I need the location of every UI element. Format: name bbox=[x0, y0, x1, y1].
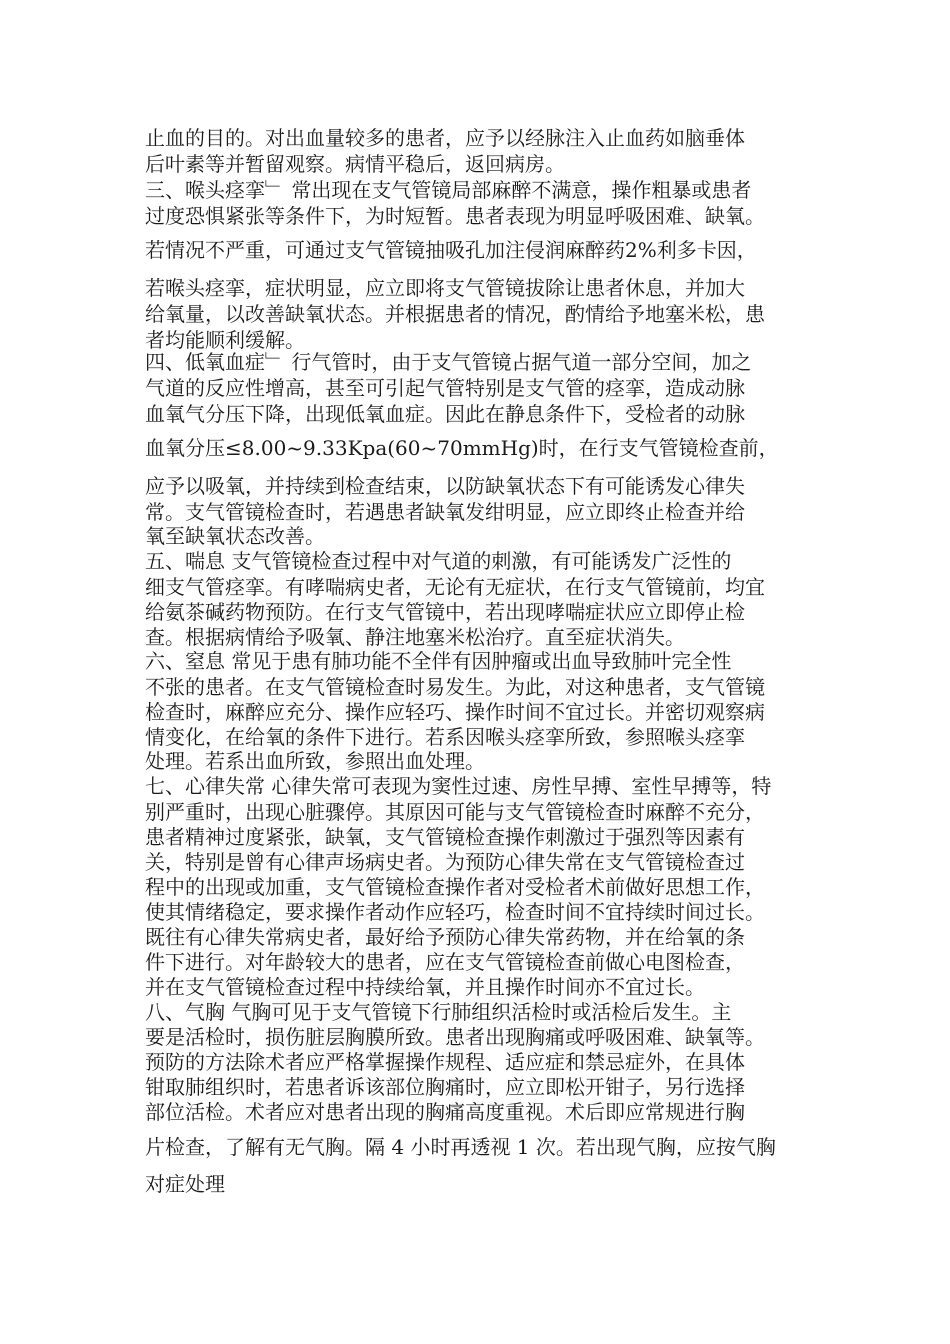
text-line: 五、喘息 支气管镜检查过程中对气道的刺激，有可能诱发广泛性的 bbox=[145, 549, 732, 573]
text-line: 细支气管痉挛。有哮喘病史者，无论有无症状，在行支气管镜前，均宜 bbox=[145, 575, 765, 599]
text-line: 者均能顺利缓解。 bbox=[145, 328, 305, 352]
text-line: 血氧分压≤8.00~9.33Kpa(60~70mmHg)时，在行支气管镜检查前， bbox=[145, 436, 779, 460]
text-line: 对症处理 bbox=[145, 1172, 225, 1196]
text-line: 程中的出现或加重，支气管镜检查操作者对受检者术前做好思想工作， bbox=[145, 875, 765, 899]
text-line: 三、喉头痉挛﹂ 常出现在支气管镜局部麻醉不满意，操作粗暴或患者 bbox=[145, 178, 752, 202]
text-line: 若情况不严重，可通过支气管镜抽吸孔加注侵润麻醉药2%利多卡因， bbox=[145, 238, 757, 262]
text-line: 检查时，麻醉应充分、操作应轻巧、操作时间不宜过长。并密切观察病 bbox=[145, 700, 765, 724]
text-line: 既往有心律失常病史者，最好给予预防心律失常药物，并在给氧的条 bbox=[145, 925, 745, 949]
text-line: 不张的患者。在支气管镜检查时易发生。为此，对这种患者，支气管镜 bbox=[145, 675, 765, 699]
text-line: 氧至缺氧状态改善。 bbox=[145, 524, 325, 548]
text-line: 若喉头痉挛，症状明显，应立即将支气管镜拔除让患者休息，并加大 bbox=[145, 276, 745, 300]
text-line: 四、低氧血症﹂ 行气管时，由于支气管镜占据气道一部分空间，加之 bbox=[145, 350, 752, 374]
text-line: 给氧量，以改善缺氧状态。并根据患者的情况，酌情给予地塞米松，患 bbox=[145, 302, 765, 326]
text-line: 部位活检。术者应对患者出现的胸痛高度重视。术后即应常规进行胸 bbox=[145, 1100, 745, 1124]
text-line: 过度恐惧紧张等条件下，为时短暂。患者表现为明显呼吸困难、缺氧。 bbox=[145, 204, 765, 228]
text-line: 情变化，在给氧的条件下进行。若系因喉头痉挛所致，参照喉头痉挛 bbox=[145, 725, 745, 749]
text-line: 钳取肺组织时，若患者诉该部位胸痛时，应立即松开钳子，另行选择 bbox=[145, 1075, 745, 1099]
text-line: 给氨茶碱药物预防。在行支气管镜中，若出现哮喘症状应立即停止检 bbox=[145, 600, 745, 624]
text-line: 使其情绪稳定，要求操作者动作应轻巧，检查时间不宜持续时间过长。 bbox=[145, 900, 765, 924]
text-line: 八、气胸 气胸可见于支气管镜下行肺组织活检时或活检后发生。主 bbox=[145, 1000, 732, 1024]
text-line: 别严重时，出现心脏骤停。其原因可能与支气管镜检查时麻醉不充分， bbox=[145, 800, 765, 824]
text-line: 七、心律失常 心律失常可表现为窦性过速、房性早搏、室性早搏等，特 bbox=[145, 774, 772, 798]
text-line: 并在支气管镜检查过程中持续给氧，并且操作时间亦不宜过长。 bbox=[145, 975, 705, 999]
text-line: 止血的目的。对出血量较多的患者，应予以经脉注入止血药如脑垂体 bbox=[145, 126, 745, 150]
text-line: 患者精神过度紧张，缺氧，支气管镜检查操作刺激过于强烈等因素有 bbox=[145, 825, 745, 849]
text-line: 后叶素等并暂留观察。病情平稳后，返回病房。 bbox=[145, 152, 565, 176]
text-line: 关，特别是曾有心律声场病史者。为预防心律失常在支气管镜检查过 bbox=[145, 850, 745, 874]
text-line: 六、窒息 常见于患有肺功能不全伴有因肿瘤或出血导致肺叶完全性 bbox=[145, 649, 732, 673]
text-line: 片检查，了解有无气胸。隔 4 小时再透视 1 次。若出现气胸，应按气胸 bbox=[145, 1135, 776, 1159]
text-line: 气道的反应性增高，甚至可引起气管特别是支气管的痉挛，造成动脉 bbox=[145, 376, 745, 400]
text-line: 常。支气管镜检查时，若遇患者缺氧发绀明显，应立即终止检查并给 bbox=[145, 500, 745, 524]
text-line: 要是活检时，损伤脏层胸膜所致。患者出现胸痛或呼吸困难、缺氧等。 bbox=[145, 1025, 765, 1049]
text-line: 血氧气分压下降，出现低氧血症。因此在静息条件下，受检者的动脉 bbox=[145, 402, 745, 426]
text-line: 处理。若系出血所致，参照出血处理。 bbox=[145, 749, 485, 773]
text-line: 预防的方法除术者应严格掌握操作规程、适应症和禁忌症外，在具体 bbox=[145, 1050, 745, 1074]
text-line: 应予以吸氧，并持续到检查结束，以防缺氧状态下有可能诱发心律失 bbox=[145, 474, 745, 498]
text-line: 件下进行。对年龄较大的患者，应在支气管镜检查前做心电图检查， bbox=[145, 950, 745, 974]
text-line: 查。根据病情给予吸氧、静注地塞米松治疗。直至症状消失。 bbox=[145, 625, 685, 649]
